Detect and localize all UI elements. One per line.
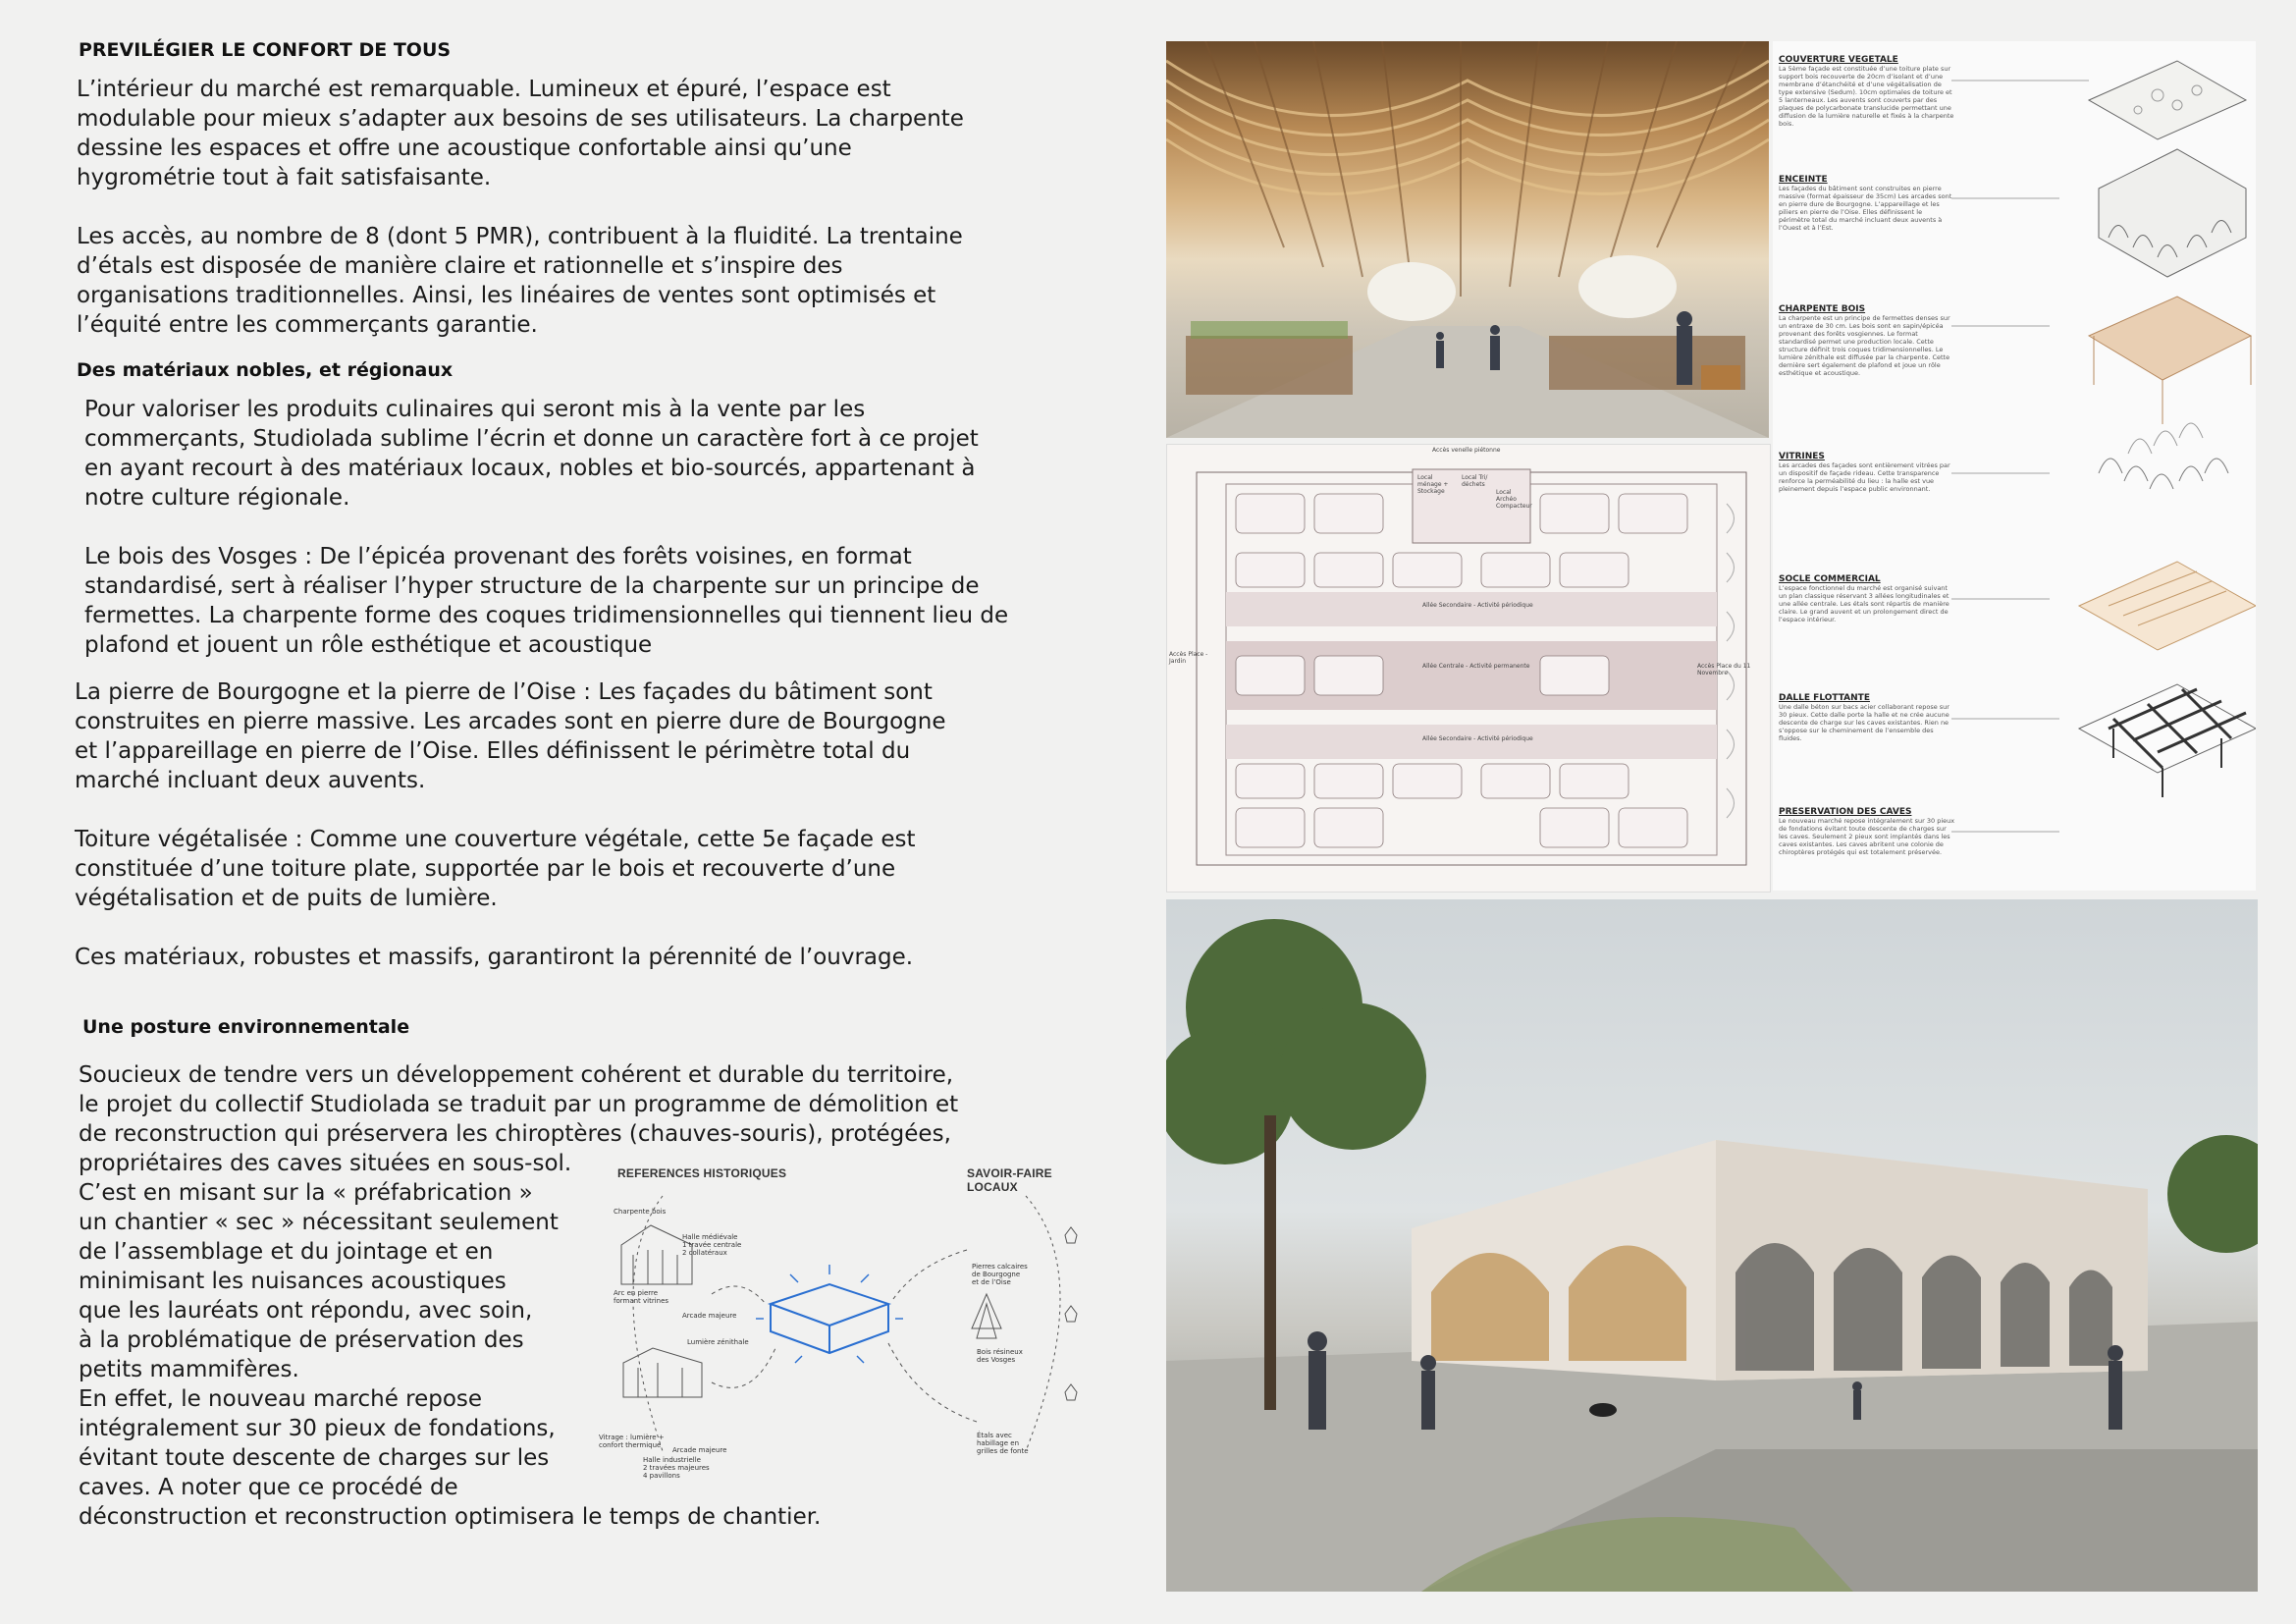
- axo-layer-1: [1779, 55, 1955, 128]
- axo-layer-2: [1779, 175, 1955, 232]
- axo-text-socle: L’espace fonctionnel du marché est organisé suivant un plan classique réservant 3 allées longitudinales et une allée centrale. Les étals sont répartis de manière claire. Le grand auvent et un prolongement direct de l’espace intérieur.: [1779, 584, 1949, 623]
- schema-label-pierres: Pierres calcaires de Bourgogne et de l’Oise: [972, 1263, 1028, 1286]
- schema-label-bois: Bois résineux des Vosges: [977, 1348, 1023, 1364]
- plan-label-aisle-bottom: Allée Secondaire - Activité périodique: [1422, 735, 1533, 742]
- axo-text-dalle: Une dalle béton sur bacs acier collaborant repose sur 30 pieux. Cette dalle porte la halle et ne crée aucune descente de charge sur les caves existantes. Rien ne s’oppose sur le cheminement de l’ensemble des fluides.: [1779, 703, 1949, 742]
- schema-label-charpente: Charpente bois: [614, 1208, 667, 1216]
- schema-label-arcade-1: Arcade majeure: [682, 1312, 737, 1320]
- axo-layer-7: [1779, 807, 1955, 856]
- exterior-market-photo: [1166, 899, 2258, 1592]
- plan-label-jardin: Accès Place - Jardin: [1169, 651, 1208, 665]
- paragraph-interieur: L’intérieur du marché est remarquable. Lumineux et épuré, l’espace est modulable pour mieux s’adapter aux besoins de ses utilisateurs. La charpente dessine les espaces et offre une acoustique confortable ainsi qu’une hygrométrie tout à fait satisfaisante.: [77, 77, 964, 190]
- axo-title-vitrines: VITRINES: [1779, 452, 1825, 461]
- plan-label-local-archeo: Local Archéo Compacteur: [1496, 489, 1532, 510]
- paragraph-prefabrication: propriétaires des caves situées en sous-sol. C’est en misant sur la « préfabrication » un chantier « sec » nécessitant seulement de l’assemblage et du jointage et en minimisant les nuisances acoustiques que les lauréats ont répondu, avec soin, à la problématique de préservation des petits mammifères. En effet, le nouveau marché repose intégralement sur 30 pieux de fondations, évitant toute descente de charges sur les caves. A noter que ce procédé de: [79, 1151, 572, 1500]
- axo-title-dalle: DALLE FLOTTANTE: [1779, 693, 1870, 703]
- section-heading-materiaux: Des matériaux nobles, et régionaux: [77, 359, 454, 381]
- plan-label-aisle-center: Allée Centrale - Activité permanente: [1422, 663, 1530, 670]
- references-schema: [594, 1157, 1104, 1481]
- axo-layer-4: [1779, 452, 1955, 493]
- plan-label-aisle-top: Allée Secondaire - Activité périodique: [1422, 602, 1533, 609]
- axo-title-charpente: CHARPENTE BOIS: [1779, 304, 1866, 314]
- paragraph-soucieux: Soucieux de tendre vers un développement cohérent et durable du territoire, le projet du collectif Studiolada se traduit par un programme de démolition et de reconstruction qui préservera les chiroptères (chauves-souris), protégées,: [79, 1062, 959, 1147]
- axo-text-enceinte: Les façades du bâtiment sont construites en pierre massive (format épaisseur de 35cm) Les arcades sont en pierre dure de Bourgogne. L’appareillage et les piliers en pierre de l’Oise. Elles définissent le périmètre total du marché incluant deux auvents à l’Ouest et à l’Est.: [1779, 185, 1952, 232]
- axo-text-caves: Le nouveau marché repose intégralement sur 30 pieux de fondations évitant toute descente de charges sur les caves. Seulement 2 pieux sont implantés dans les caves existantes. Les caves abritent une colonie de chiroptères protégés qui est totalement préservée.: [1779, 817, 1955, 856]
- schema-label-arc-pierre: Arc en pierre formant vitrines: [614, 1289, 669, 1305]
- plan-label-11-novembre: Accès Place du 11 Novembre: [1697, 663, 1751, 677]
- floor-plan: [1166, 444, 1771, 893]
- schema-label-etals: Étals avec habillage en grilles de fonte: [977, 1432, 1029, 1455]
- axo-text-charpente: La charpente est un principe de fermettes denses sur un entraxe de 30 cm. Les bois sont en sapin/épicéa provenant des forêts vosgiennes. Le format standardisé permet une production locale. Cette structure définit trois coques tridimensionnelles. Le lumière zénithale est diffusée par la charpente. Cette dernière sert également de plafond et joue un rôle esthétique et acoustique.: [1779, 314, 1950, 377]
- paragraph-bois-vosges: Le bois des Vosges : De l’épicéa provenant des forêts voisines, en format standardisé, sert à réaliser l’hyper structure de la charpente sur un principe de fermettes. La charpente forme des coques tridimensionnelles qui tiennent lieu de plafond et jouent un rôle esthétique et acoustique: [84, 544, 1009, 658]
- axo-title-couverture: COUVERTURE VEGETALE: [1779, 55, 1898, 65]
- paragraph-produits: Pour valoriser les produits culinaires qui seront mis à la vente par les commerçants, Studiolada sublime l’écrin et donne un caractère fort à ce projet en ayant recourt à des matériaux locaux, nobles et bio-sourcés, appartenant à notre culture régionale.: [84, 397, 979, 511]
- schema-heading-historiques: REFERENCES HISTORIQUES: [617, 1166, 787, 1180]
- schema-heading-savoir-faire: SAVOIR-FAIRE LOCAUX: [967, 1166, 1052, 1194]
- exterior-photo-illustration: [1166, 899, 2258, 1592]
- axo-layer-3: [1779, 304, 1955, 377]
- schema-label-halle-industrielle: Halle industrielle 2 travées majeures 4 pavillons: [643, 1456, 710, 1480]
- interior-market-photo: [1166, 41, 1769, 438]
- schema-label-lumiere: Lumière zénithale: [687, 1338, 749, 1346]
- section-heading-environnement: Une posture environnementale: [82, 1016, 410, 1038]
- interior-photo-illustration: [1166, 41, 1769, 438]
- paragraph-pierre: La pierre de Bourgogne et la pierre de l’Oise : Les façades du bâtiment sont construites en pierre massive. Les arcades sont en pierre dure de Bourgogne et l’appareillage en pierre de l’Oise. Elles définissent le périmètre total du marché incluant deux auvents.: [75, 679, 946, 793]
- axo-title-enceinte: ENCEINTE: [1779, 175, 1828, 185]
- axo-title-caves: PRESERVATION DES CAVES: [1779, 807, 1912, 817]
- paragraph-toiture: Toiture végétalisée : Comme une couverture végétale, cette 5e façade est constituée d’une toiture plate, supportée par le bois et recouverte d’une végétalisation et de puits de lumière.: [75, 827, 916, 911]
- section-heading-confort: PREVILÉGIER LE CONFORT DE TOUS: [79, 39, 452, 61]
- plan-label-venelle: Accès venelle piétonne: [1432, 447, 1501, 454]
- paragraph-conclusion-materiaux: Ces matériaux, robustes et massifs, garantiront la pérennité de l’ouvrage.: [75, 945, 914, 970]
- axo-layer-6: [1779, 693, 1955, 742]
- schema-label-halle-medievale: Halle médiévale 1 travée centrale 2 collatéraux: [682, 1233, 742, 1257]
- schema-label-vitrage: Vitrage : lumière + confort thermique: [599, 1434, 665, 1449]
- axonometric-diagram: [1773, 41, 2256, 891]
- axo-text-couverture: La 5ème façade est constituée d’une toiture plate sur support bois recouverte de 20cm d’isolant et d’une membrane d’étanchéité et d’une végétalisation de type extensive (Sedum). 10cm optimales de toiture et 5 lanterneaux. Les auvents sont couverts par des plaques de polycarbonate translucide permettant une diffusion de la lumière naturelle et fixés à la charpente bois.: [1779, 65, 1954, 128]
- axo-drawings: [1951, 41, 2256, 891]
- schema-label-arcade-2: Arcade majeure: [672, 1446, 727, 1454]
- axo-title-socle: SOCLE COMMERCIAL: [1779, 574, 1881, 584]
- paragraph-deconstruction: déconstruction et reconstruction optimisera le temps de chantier.: [79, 1504, 822, 1530]
- axo-layer-5: [1779, 574, 1955, 623]
- paragraph-acces: Les accès, au nombre de 8 (dont 5 PMR), contribuent à la fluidité. La trentaine d’étals est disposée de manière claire et rationnelle et s’inspire des organisations traditionnelles. Ainsi, les linéaires de ventes sont optimisés et l’équité entre les commerçants garantie.: [77, 224, 963, 338]
- plan-label-local-menage: Local ménage + Stockage: [1417, 474, 1449, 495]
- plan-label-local-tri: Local Tri/ déchets: [1462, 474, 1488, 488]
- axo-text-vitrines: Les arcades des façades sont entièrement vitrées par un dispositif de façade rideau. Cette transparence renforce la perméabilité du lieu : la halle est vue pleinement depuis l’espace public environnant.: [1779, 461, 1950, 493]
